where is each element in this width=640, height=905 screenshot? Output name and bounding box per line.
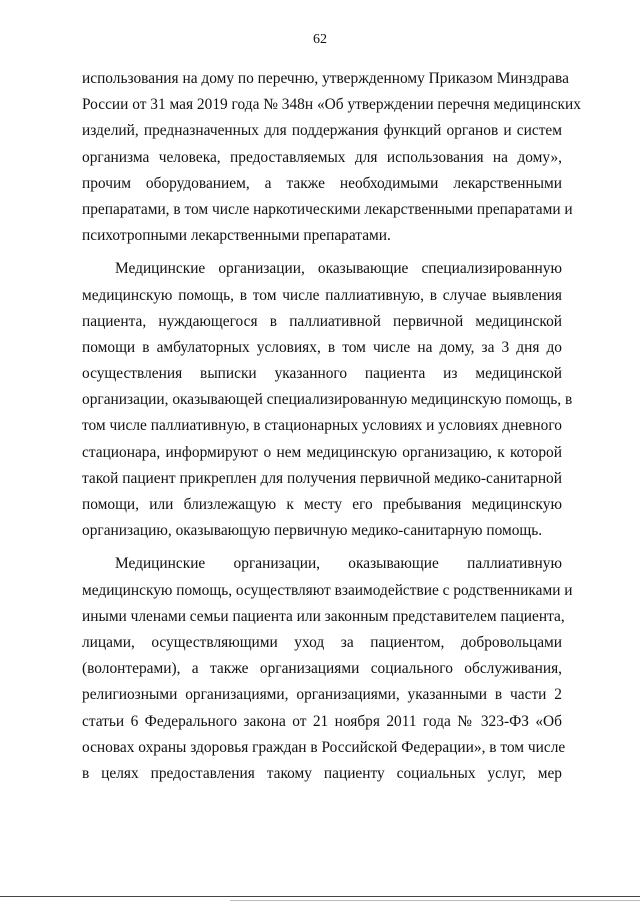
text-line: изделий, предназначенных для поддержания функций органов и систем (82, 122, 562, 140)
text-line: медицинскую помощь, в том числе паллиативную, в случае выявления (82, 286, 562, 304)
text-line: (волонтерами), а также организациями социального обслуживания, (82, 660, 562, 678)
text-line: лицами, осуществляющими уход за пациентом, добровольцами (82, 633, 562, 651)
text-line: Медицинские организации, оказывающие паллиативную (115, 555, 562, 573)
text-line: помощи, или близлежащую к месту его пребывания медицинскую (82, 496, 562, 513)
text-line: организма человека, предоставляемых для использования на дому», (82, 148, 562, 166)
text-line: основах охраны здоровья граждан в Российской Федерации», в том числе (82, 738, 566, 756)
text-line: психотропными лекарственными препаратами. (82, 227, 391, 245)
text-line: организацию, оказывающую первичную медико-санитарную помощь. (82, 522, 543, 540)
document-body (82, 66, 581, 787)
paragraph-3 (82, 551, 573, 787)
text-line: России от 31 мая 2019 года № 348н «Об утверждении перечня медицинских (82, 96, 581, 114)
page-number: 62 (313, 32, 327, 47)
scan-edge-line (0, 896, 640, 897)
text-line: стационара, информируют о нем медицинскую организацию, к которой (82, 443, 562, 461)
text-line: медицинскую помощь, осуществляют взаимодействие с родственниками и (82, 581, 573, 599)
text-line: пациента, нуждающегося в паллиативной первичной медицинской (82, 312, 562, 330)
paragraph-1 (82, 66, 581, 249)
scan-edge-line-light (230, 900, 640, 901)
text-line: религиозными организациями, организациями, указанными в части 2 (82, 686, 562, 704)
text-line: препаратами, в том числе наркотическими лекарственными препаратами и (82, 200, 573, 218)
text-line: статьи 6 Федерального закона от 21 ноября 2011 года № 323-ФЗ «Об (82, 712, 562, 730)
text-line: том числе паллиативную, в стационарных условиях и условиях дневного (82, 417, 562, 435)
text-line: иными членами семьи пациента или законным представителем пациента, (82, 607, 565, 625)
text-line: помощи в амбулаторных условиях, в том числе на дому, за 3 дня до (82, 338, 562, 356)
text-line: осуществления выписки указанного пациента из медицинской (82, 365, 562, 383)
text-line: использования на дому по перечню, утвержденному Приказом Минздрава (82, 70, 569, 87)
paragraph-2 (82, 256, 573, 544)
text-line: такой пациент прикреплен для получения первичной медико-санитарной (82, 469, 562, 487)
text-line: прочим оборудованием, а также необходимыми лекарственными (82, 174, 562, 192)
text-line: в целях предоставления такому пациенту социальных услуг, мер (82, 764, 562, 782)
text-line: Медицинские организации, оказывающие специализированную (115, 260, 562, 278)
text-line: организации, оказывающей специализированную медицинскую помощь, в (82, 391, 573, 409)
